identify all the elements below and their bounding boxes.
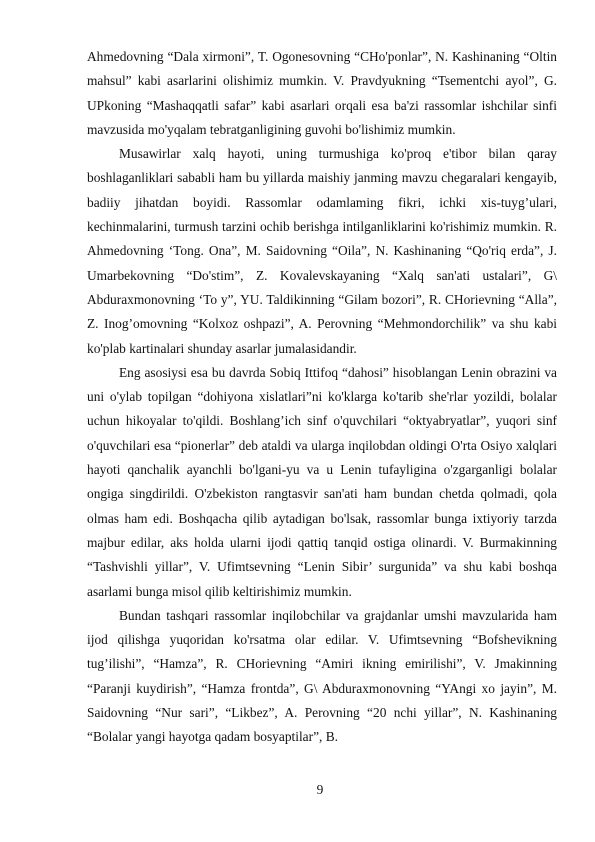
page-number: 9 — [316, 782, 324, 797]
paragraph-1: Ahmedovning “Dala xirmoni”, T. Ogonesovning “CHo'ponlar”, N. Kashinaning “Oltin mahsul” kabi asarlarini olishimiz mumkin. V. Pravdyukning “Tsementchi ayol”, G. UPkoning “Mashaqqatli safar” kabi asarlari orqali esa ba'zi rassomlar ishchilar sinfi mavzusida mo'yqalam tebratganligining guvohi bo'lishimiz mumkin. — [87, 49, 557, 137]
paragraph-2: Musawirlar xalq hayoti, uning turmushiga ko'proq e'tibor bilan qaray boshlaganliklari sababli ham bu yillarda maishiy janming mavzu chegaralari kengayib, badiiy jihatdan boyidi. Rassomlar odamlaming fikri, ichki xis-tuyg’ulari, kechinmalarini, turmush tarzini ochib berishga intilganliklarini ko'rishimiz mumkin. R. Ahmedovning ‘Tong. Ona”, M. Saidovning “Oila”, N. Kashinaning “Qo'riq erda”, J. Umarbekovning “Do'stim”, Z. Kovalevskayaning “Xalq san'ati ustalari”, G\ Abduraxmonovning ‘To y”, YU. Taldikinning “Gilam bozori”, R. CHorievning “Alla”, Z. Inog’omovning “Kolxoz oshpazi”, A. Perovning “Mehmondorchilik” va shu kabi ko'plab kartinalari shunday asarlar jumalasidandir. — [87, 146, 557, 356]
paragraph-4: Bundan tashqari rassomlar inqilobchilar va grajdanlar umshi mavzularida ham ijod qilishga yuqoridan ko'rsatma olar edilar. V. Ufimtsevning “Bofshevikning tug’ilishi”, “Hamza”, R. CHorievning “Amiri ikning emirilishi”, V. Jmakinning “Paranji kuydirish”, “Hamza frontda”, G\ Abduraxmonovning “YAngi xo jayin”, M. Saidovning “Nur sari”, “Likbez”, A. Perovning “20 nchi yillar”, N. Kashinaning “Bolalar yangi hayotga qadam bosyaptilar”, B. — [87, 607, 557, 745]
body-text — [87, 45, 557, 750]
paragraph-3: Eng asosiysi esa bu davrda Sobiq Ittifoq “dahosi” hisoblangan Lenin obrazini va uni o'ylab topilgan “dohiyona xislatlari”ni ko'klarga ko'tarib she'rlar yozildi, bolalar uchun hikoyalar to'qildi. Boshlang’ich sinf o'quvchilari “oktyabryatlar”, yuqori sinf o'quvchilari esa “pionerlar” deb ataldi va ularga inqilobdan oldingi O'rta Osiyo xalqlari hayoti qanchalik ayanchli bo'lgani-yu va u Lenin tufayligina o'zgarganligi bolalar ongiga singdirildi. O'zbekiston rangtasvir san'ati ham bundan chetda qolmadi, qola olmas ham edi. Boshqacha qilib aytadigan bo'lsak, rassomlar bunga ixtiyoriy tarzda majbur edilar, aks holda ularni ijodi qattiq tanqid ostiga olinardi. V. Burmakinning “Tashvishli yillar”, V. Ufimtsevning “Lenin Sibir’ surgunida” va shu kabi boshqa asarlami bunga misol qilib keltirishimiz mumkin. — [87, 364, 557, 599]
